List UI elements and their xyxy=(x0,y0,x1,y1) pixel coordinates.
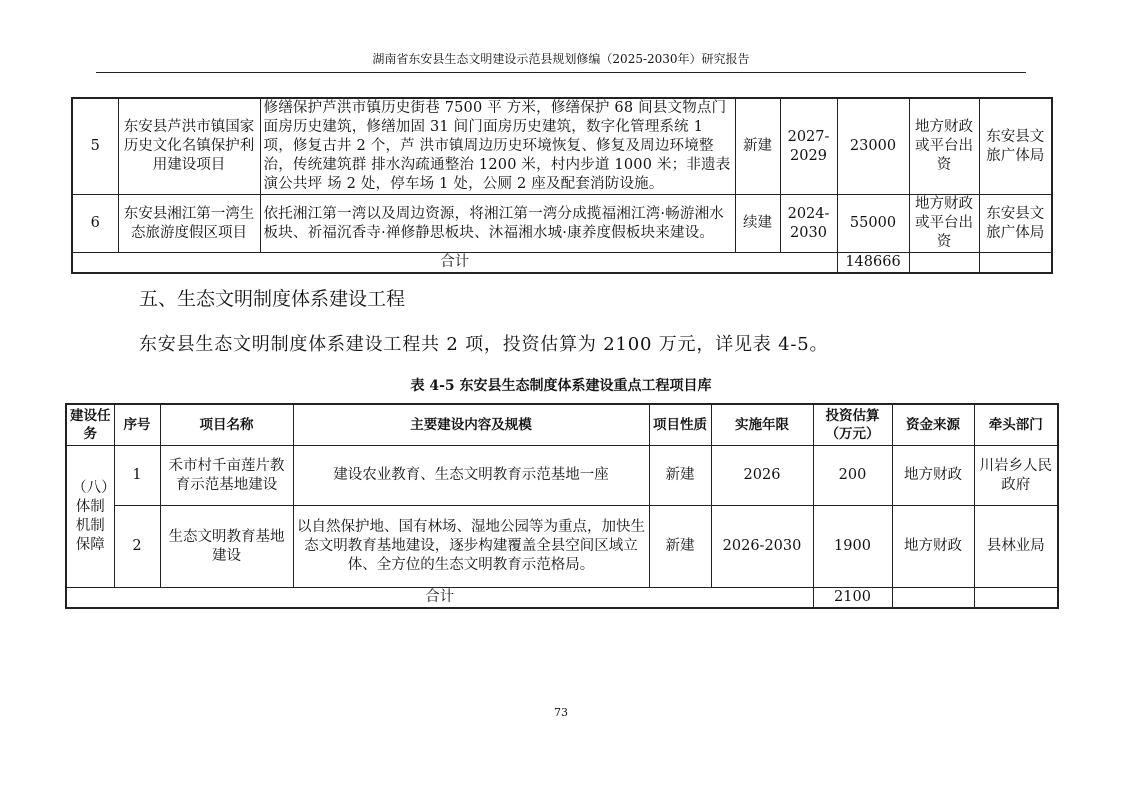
project-investment: 1900 xyxy=(813,506,892,588)
section-title: 五、生态文明制度体系建设工程 xyxy=(139,288,406,310)
project-investment: 55000 xyxy=(837,195,909,253)
table-header-row xyxy=(66,404,1058,446)
institution-project-table xyxy=(65,403,1059,609)
project-investment: 200 xyxy=(813,446,892,506)
empty-cell xyxy=(974,588,1058,609)
header-divider xyxy=(96,72,1026,73)
page-header: 湖南省东安县生态文明建设示范县规划修编（2025-2030年）研究报告 xyxy=(372,52,750,66)
fund-source: 地方财政 xyxy=(892,506,974,588)
project-name: 东安县芦洪市镇国家历史文化名镇保护利用建设项目 xyxy=(118,98,260,195)
header-name: 项目名称 xyxy=(160,404,293,446)
row-number: 2 xyxy=(114,506,160,588)
row-number: 5 xyxy=(72,98,118,195)
header-source: 资金来源 xyxy=(892,404,974,446)
header-investment: 投资估算（万元） xyxy=(813,404,892,446)
total-investment: 2100 xyxy=(813,588,892,609)
table-row xyxy=(66,506,1058,588)
header-dept: 牵头部门 xyxy=(974,404,1058,446)
fund-source: 地方财政或平台出资 xyxy=(909,195,979,253)
project-investment: 23000 xyxy=(837,98,909,195)
project-content: 建设农业教育、生态文明教育示范基地一座 xyxy=(293,446,649,506)
project-table-continued xyxy=(71,97,1053,274)
lead-department: 东安县文旅广体局 xyxy=(979,98,1052,195)
project-years: 2027-2029 xyxy=(780,98,837,195)
lead-department: 县林业局 xyxy=(974,506,1058,588)
fund-source: 地方财政 xyxy=(892,446,974,506)
lead-department: 川岩乡人民政府 xyxy=(974,446,1058,506)
row-number: 1 xyxy=(114,446,160,506)
header-content: 主要建设内容及规模 xyxy=(293,404,649,446)
total-label: 合计 xyxy=(66,588,813,609)
project-nature: 续建 xyxy=(735,195,780,253)
project-content: 以自然保护地、国有林场、湿地公园等为重点，加快生态文明教育基地建设，逐步构建覆盖全县空间区域立体、全方位的生态文明教育示范格局。 xyxy=(293,506,649,588)
empty-cell xyxy=(892,588,974,609)
task-cell: （八）体制机制保障 xyxy=(66,446,114,588)
project-name: 生态文明教育基地建设 xyxy=(160,506,293,588)
project-nature: 新建 xyxy=(735,98,780,195)
project-years: 2026-2030 xyxy=(711,506,813,588)
header-task: 建设任务 xyxy=(66,404,114,446)
row-number: 6 xyxy=(72,195,118,253)
table-caption: 表 4-5 东安县生态制度体系建设重点工程项目库 xyxy=(410,378,712,394)
fund-source: 地方财政或平台出资 xyxy=(909,98,979,195)
page-number: 73 xyxy=(554,706,568,719)
total-investment: 148666 xyxy=(837,253,909,274)
section-paragraph: 东安县生态文明制度体系建设工程共 2 项，投资估算为 2100 万元，详见表 4-5。 xyxy=(139,334,829,355)
header-nature: 项目性质 xyxy=(649,404,711,446)
project-name: 东安县湘江第一湾生态旅游度假区项目 xyxy=(118,195,260,253)
total-row xyxy=(66,588,1058,609)
empty-cell xyxy=(909,253,979,274)
table-row xyxy=(72,195,1052,253)
project-content: 修缮保护芦洪市镇历史街巷 7500 平 方米，修缮保护 68 间县文物点门面房历史建筑，修缮加固 31 间门面房历史建筑，数字化管理系统 1 项，修复古井 2 个，芦 洪市镇周边历史环境恢复、修复及周边环境整治，传统建筑群 排水沟疏通整治 1200 米，村内步道 1000 米；非遗表演公共坪 场 2 处，停车场 1 处，公厕 2 座及配套消防设施。 xyxy=(260,98,735,195)
project-content: 依托湘江第一湾以及周边资源，将湘江第一湾分成揽福湘江湾·畅游湘水板块、祈福沉香寺·禅修静思板块、沐福湘水城·康养度假板块来建设。 xyxy=(260,195,735,253)
table-row xyxy=(72,98,1052,195)
header-years: 实施年限 xyxy=(711,404,813,446)
project-years: 2024-2030 xyxy=(780,195,837,253)
lead-department: 东安县文旅广体局 xyxy=(979,195,1052,253)
project-name: 禾市村千亩莲片教育示范基地建设 xyxy=(160,446,293,506)
header-no: 序号 xyxy=(114,404,160,446)
empty-cell xyxy=(979,253,1052,274)
project-nature: 新建 xyxy=(649,446,711,506)
table-row xyxy=(66,446,1058,506)
total-row xyxy=(72,253,1052,274)
project-nature: 新建 xyxy=(649,506,711,588)
project-years: 2026 xyxy=(711,446,813,506)
total-label: 合计 xyxy=(72,253,837,274)
